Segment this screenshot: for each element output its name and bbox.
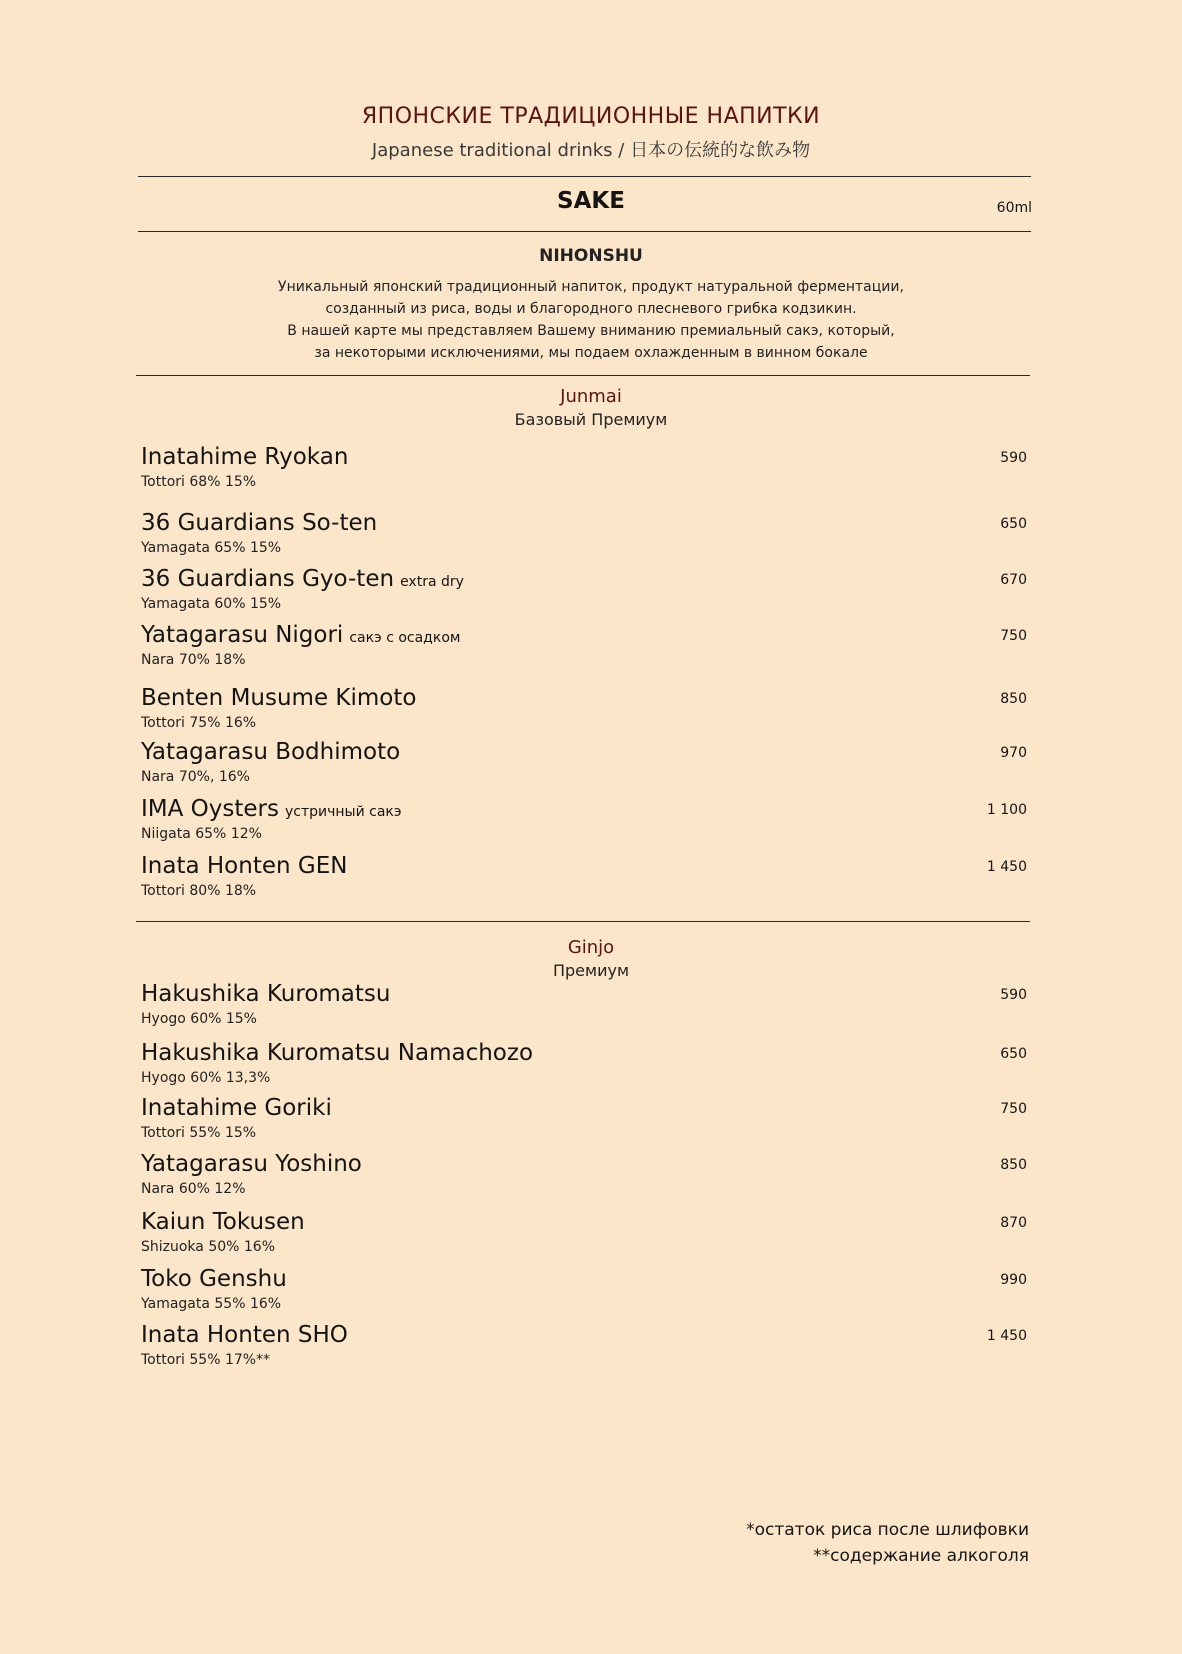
item-name: Yatagarasu Bodhimoto <box>141 739 401 765</box>
description-line: за некоторыми исключениями, мы подаем охлажденным в винном бокале <box>314 345 868 361</box>
junmai-subtitle: Базовый Премиум <box>514 410 668 429</box>
item-price: 850 <box>1000 691 1027 707</box>
item-meta: Hyogo 60% 13,3% <box>141 1070 271 1086</box>
menu-item <box>141 1151 1027 1199</box>
item-price: 650 <box>1000 516 1027 532</box>
item-price: 1 450 <box>986 1328 1027 1344</box>
menu-item <box>141 739 1027 787</box>
item-meta: Hyogo 60% 15% <box>141 1011 257 1027</box>
volume-label: 60ml <box>996 200 1032 216</box>
item-meta: Tottori 80% 18% <box>141 883 257 899</box>
divider <box>136 375 1030 376</box>
description-line: Уникальный японский традиционный напиток, продукт натуральной ферментации, <box>278 279 904 295</box>
ginjo-heading: Ginjo <box>567 937 615 958</box>
item-name: Inata Honten SHO <box>141 1322 348 1348</box>
menu-item <box>141 622 1027 670</box>
item-price: 650 <box>1000 1046 1027 1062</box>
menu-item <box>141 1322 1027 1370</box>
item-note: сакэ с осадком <box>349 630 461 646</box>
item-name: Yatagarasu Nigori сакэ с осадком <box>141 622 461 648</box>
item-price: 850 <box>1000 1157 1027 1173</box>
item-name: Inatahime Goriki <box>141 1095 332 1121</box>
ginjo-subtitle: Премиум <box>552 961 630 980</box>
item-meta: Tottori 55% 15% <box>141 1125 257 1141</box>
divider <box>138 176 1031 177</box>
item-meta: Nara 70% 18% <box>141 652 246 668</box>
item-price: 1 450 <box>986 859 1027 875</box>
menu-item <box>141 1209 1027 1257</box>
menu-item <box>141 444 1027 492</box>
item-price: 670 <box>1000 572 1027 588</box>
item-meta: Tottori 75% 16% <box>141 715 257 731</box>
item-meta: Niigata 65% 12% <box>141 826 262 842</box>
item-name: Inatahime Ryokan <box>141 444 349 470</box>
description-line: В нашей карте мы представляем Вашему вниманию премиальный сакэ, который, <box>287 323 895 339</box>
footnote-alcohol: **содержание алкоголя <box>813 1546 1029 1566</box>
menu-item <box>141 566 1027 614</box>
item-note: устричный сакэ <box>284 804 402 820</box>
item-meta: Nara 60% 12% <box>141 1181 246 1197</box>
item-name: Hakushika Kuromatsu <box>141 981 391 1007</box>
divider <box>136 921 1030 922</box>
item-name: Hakushika Kuromatsu Namachozo <box>141 1040 534 1066</box>
item-name: Yatagarasu Yoshino <box>141 1151 362 1177</box>
menu-item <box>141 1266 1027 1314</box>
item-name: Inata Honten GEN <box>141 853 348 879</box>
page-subtitle: Japanese traditional drinks / 日本の伝統的な飲み物 <box>371 140 811 161</box>
item-meta: Yamagata 55% 16% <box>141 1296 282 1312</box>
item-price: 870 <box>1000 1215 1027 1231</box>
menu-item <box>141 1040 1027 1088</box>
item-price: 750 <box>1000 1101 1027 1117</box>
item-price: 1 100 <box>986 802 1027 818</box>
item-meta: Tottori 55% 17%** <box>141 1352 271 1368</box>
menu-item <box>141 853 1027 901</box>
menu-item <box>141 1095 1027 1143</box>
item-meta: Yamagata 60% 15% <box>141 596 282 612</box>
junmai-heading: Junmai <box>560 386 622 407</box>
item-name: Toko Genshu <box>141 1266 287 1292</box>
menu-item <box>141 510 1027 558</box>
menu-item <box>141 981 1027 1029</box>
nihonshu-description <box>0 276 1182 364</box>
item-note: extra dry <box>400 574 464 590</box>
item-price: 750 <box>1000 628 1027 644</box>
menu-item <box>141 796 1027 844</box>
item-name: Benten Musume Kimoto <box>141 685 417 711</box>
footnote-rice-polish: *остаток риса после шлифовки <box>746 1520 1029 1540</box>
item-meta: Nara 70%, 16% <box>141 769 250 785</box>
page-title: ЯПОНСКИЕ ТРАДИЦИОННЫЕ НАПИТКИ <box>361 104 821 129</box>
item-name: 36 Guardians So-ten <box>141 510 378 536</box>
item-meta: Yamagata 65% 15% <box>141 540 282 556</box>
menu-item <box>141 685 1027 733</box>
divider <box>138 231 1031 232</box>
item-name: Kaiun Tokusen <box>141 1209 305 1235</box>
item-meta: Shizuoka 50% 16% <box>141 1239 276 1255</box>
item-price: 970 <box>1000 745 1027 761</box>
item-price: 990 <box>1000 1272 1027 1288</box>
description-line: созданный из риса, воды и благородного плесневого грибка кодзикин. <box>325 301 857 317</box>
sake-heading: SAKE <box>557 188 625 214</box>
item-meta: Tottori 68% 15% <box>141 474 257 490</box>
item-price: 590 <box>1000 450 1027 466</box>
item-name: IMA Oysters устричный сакэ <box>141 796 402 822</box>
nihonshu-heading: NIHONSHU <box>539 246 643 266</box>
item-name: 36 Guardians Gyo-ten extra dry <box>141 566 464 592</box>
item-price: 590 <box>1000 987 1027 1003</box>
